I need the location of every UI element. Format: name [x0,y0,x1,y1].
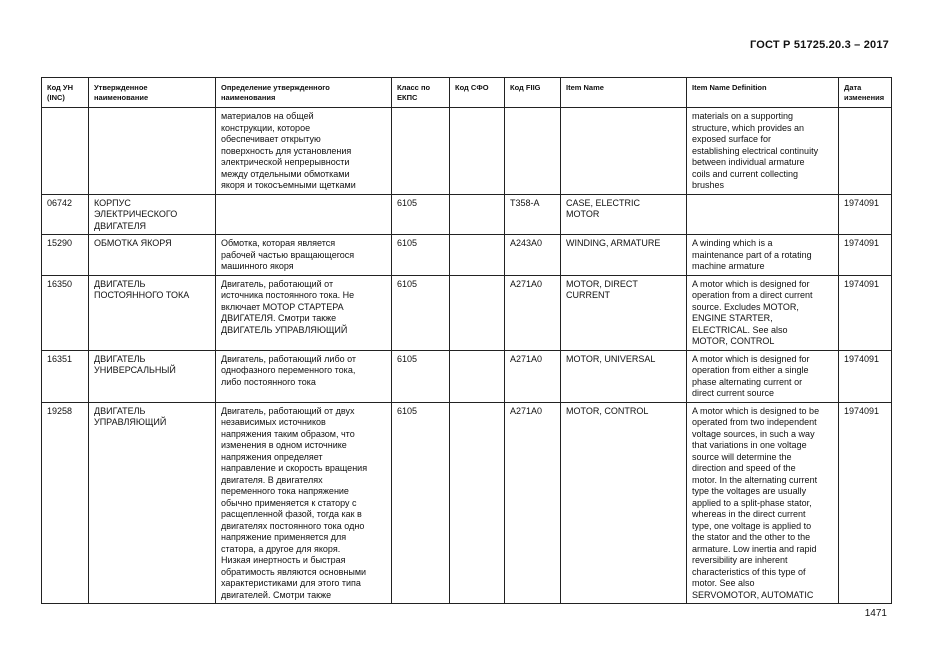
table-row [42,194,892,235]
col-item-name-cell [561,402,687,604]
col-definition-ru-cell [216,235,392,276]
col-fiig-code-cell [505,108,561,195]
col-change-date-cell [839,194,892,235]
col-definition-ru-header [216,78,392,108]
column-header-label: Код СФО [455,83,489,92]
col-change-date-cell [839,275,892,350]
cell-text: T358-A [510,197,540,208]
col-sfo-code-header [450,78,505,108]
cell-text: ДВИГАТЕЛЬ ПОСТОЯННОГО ТОКА [94,278,190,300]
table-row [42,402,892,604]
cell-text: A motor which is designed for operation from a direct current source. Excludes MOTOR, ENGINE STARTER, ELECTRICAL. See also MOTOR, CONTROL [692,278,813,346]
col-approved-name-cell [89,275,216,350]
col-item-name-definition-cell [687,108,839,195]
cell-text: A271A0 [510,353,543,364]
cell-text: 06742 [47,197,73,208]
col-change-date-header [839,78,892,108]
cell-text: материалов на общей конструкции, которое обеспечивает открытую поверхность для установления электрической непрерывности между отдельными обмотками якоря и токосъемными щетками [221,111,356,190]
col-change-date-cell [839,108,892,195]
cell-text: WINDING, ARMATURE [566,238,661,248]
col-inc-code-cell [42,194,89,235]
col-inc-code-header [42,78,89,108]
cell-text: MOTOR, CONTROL [566,405,649,416]
registry-table [41,77,892,604]
col-change-date-cell [839,402,892,604]
col-fiig-code-cell [505,350,561,402]
col-sfo-code-cell [450,402,505,604]
table-header-row [42,78,892,108]
col-item-name-cell [561,194,687,235]
col-ekps-class-cell [392,194,450,235]
col-definition-ru-cell [216,108,392,195]
table-row [42,275,892,350]
col-item-name-definition-header [687,78,839,108]
document-code: ГОСТ Р 51725.20.3 – 2017 [749,39,889,51]
column-header-label: Item Name Definition [692,83,767,92]
cell-text: ДВИГАТЕЛЬ УПРАВЛЯЮЩИЙ [94,405,167,427]
col-item-name-definition-cell [687,402,839,604]
cell-text: ОБМОТКА ЯКОРЯ [94,238,172,248]
cell-text: A271A0 [510,405,543,416]
col-approved-name-cell [89,194,216,235]
col-sfo-code-cell [450,108,505,195]
cell-text: 6105 [397,238,418,248]
cell-text: Двигатель, работающий либо от однофазного переменного тока, либо постоянного тока [221,353,357,387]
col-fiig-code-cell [505,194,561,235]
cell-text: Двигатель, работающий от двух независимых источников напряжения таким образом, что изменения в одном источнике напряжения определяет направление и скорость вращения двигателя. В двигателях переменного тока напряжение обычно применяется к статору с расщепленной фазой, тогда как в двигателях постоянного тока одно напряжение применяется для статора, а другое для якоря. Низкая инертность и быстрая обратимость являются основными характеристиками для этого типа двигателей. Смотри также [221,405,368,600]
cell-text: MOTOR, DIRECT CURRENT [566,278,638,300]
cell-text: MOTOR, UNIVERSAL [566,353,656,364]
cell-text: 19258 [47,405,73,416]
col-ekps-class-cell [392,350,450,402]
col-definition-ru-cell [216,194,392,235]
col-item-name-definition-cell [687,235,839,276]
col-approved-name-header [89,78,216,108]
column-header-label: Определение утвержденного наименования [221,83,330,102]
col-item-name-cell [561,350,687,402]
cell-text: 16351 [47,353,73,364]
column-header-label: Утвержденное наименование [94,83,149,102]
column-header-label: Дата изменения [844,83,885,102]
cell-text: A271A0 [510,278,543,289]
col-item-name-definition-cell [687,275,839,350]
col-definition-ru-cell [216,275,392,350]
col-ekps-class-cell [392,235,450,276]
col-definition-ru-cell [216,350,392,402]
cell-text: 1974091 [844,405,880,416]
table-row [42,350,892,402]
cell-text: 1974091 [844,278,880,289]
cell-text: 16350 [47,278,73,289]
cell-text: 6105 [397,278,418,289]
col-fiig-code-header [505,78,561,108]
col-approved-name-cell [89,235,216,276]
col-sfo-code-cell [450,275,505,350]
column-header-label: Код FIIG [510,83,541,92]
table-row [42,108,892,195]
col-ekps-class-cell [392,108,450,195]
col-ekps-class-cell [392,275,450,350]
col-fiig-code-cell [505,235,561,276]
cell-text: КОРПУС ЭЛЕКТРИЧЕСКОГО ДВИГАТЕЛЯ [94,197,178,231]
cell-text: A243A0 [510,238,543,248]
col-change-date-cell [839,235,892,276]
col-inc-code-cell [42,108,89,195]
cell-text: CASE, ELECTRIC MOTOR [566,197,641,219]
cell-text: 1974091 [844,197,880,208]
col-ekps-class-cell [392,402,450,604]
cell-text: materials on a supporting structure, which provides an exposed surface for establishing electrical continuity between individual armature coils and current collecting brushes [692,111,819,190]
table-body [42,108,892,604]
col-item-name-definition-cell [687,194,839,235]
cell-text: 15290 [47,238,73,248]
col-sfo-code-cell [450,194,505,235]
cell-text: 6105 [397,353,418,364]
col-approved-name-cell [89,350,216,402]
cell-text: 6105 [397,405,418,416]
col-item-name-definition-cell [687,350,839,402]
cell-text: 6105 [397,197,418,208]
cell-text: A motor which is designed to be operated from two independent voltage sources, in such a way that variations in one voltage source will determine the direction and speed of the motor. In the alternating current type the voltages are usually applied to a split-phase stator, whereas in the direct current type, one voltage is applied to the stator and the other to the armature. Low inertia and rapid reversibility are inherent characteristics of this type of motor. See also SERVOMOTOR, AUTOMATIC [692,405,820,600]
page-number: 1471 [864,608,887,619]
col-item-name-cell [561,235,687,276]
cell-text: Обмотка, которая является рабочей частью вращающегося машинного якоря [221,238,355,271]
col-fiig-code-cell [505,275,561,350]
cell-text: A motor which is designed for operation from either a single phase alternating current or direct current source [692,353,810,398]
col-ekps-class-header [392,78,450,108]
col-inc-code-cell [42,350,89,402]
column-header-label: Класс по ЕКПС [397,83,431,102]
column-header-label: Item Name [566,83,604,92]
cell-text: 1974091 [844,238,880,248]
col-fiig-code-cell [505,402,561,604]
col-approved-name-cell [89,402,216,604]
col-definition-ru-cell [216,402,392,604]
col-item-name-header [561,78,687,108]
table-row [42,235,892,276]
col-approved-name-cell [89,108,216,195]
cell-text: Двигатель, работающий от источника постоянного тока. Не включает МОТОР СТАРТЕРА ДВИГАТЕЛЯ. Смотри также ДВИГАТЕЛЬ УПРАВЛЯЮЩИЙ [221,278,355,335]
col-sfo-code-cell [450,235,505,276]
col-inc-code-cell [42,402,89,604]
cell-text: A winding which is a maintenance part of a rotating machine armature [692,238,812,271]
col-change-date-cell [839,350,892,402]
column-header-label: Код УН (INC) [47,83,73,102]
col-item-name-cell [561,108,687,195]
cell-text: ДВИГАТЕЛЬ УНИВЕРСАЛЬНЫЙ [94,353,176,375]
cell-text: 1974091 [844,353,880,364]
col-inc-code-cell [42,275,89,350]
col-item-name-cell [561,275,687,350]
col-sfo-code-cell [450,350,505,402]
col-inc-code-cell [42,235,89,276]
